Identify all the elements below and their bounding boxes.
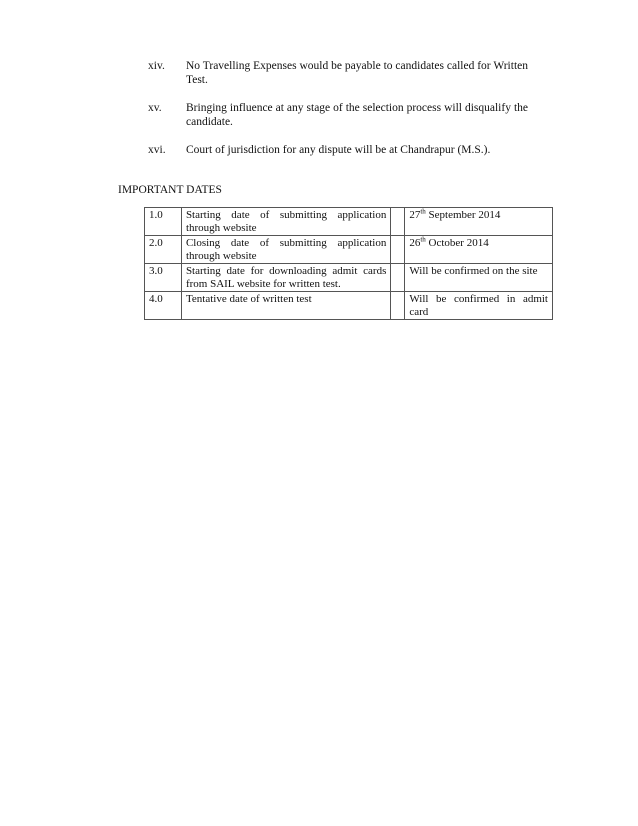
important-dates-heading: IMPORTANT DATES bbox=[118, 184, 222, 196]
row-date bbox=[405, 208, 553, 236]
date-suffix: th bbox=[420, 207, 426, 216]
row-date: Will be confirmed in admit card bbox=[405, 292, 553, 320]
row-number: 3.0 bbox=[145, 264, 182, 292]
clause-text: Court of jurisdiction for any dispute will be at Chandrapur (M.S.). bbox=[186, 144, 491, 156]
spacer-cell bbox=[391, 292, 405, 320]
clause-text: Bringing influence at any stage of the selection process will disqualify the candidate. bbox=[186, 102, 528, 128]
row-date: Will be confirmed on the site bbox=[405, 264, 553, 292]
row-description: Closing date of submitting application through website bbox=[181, 236, 390, 264]
spacer-cell bbox=[391, 236, 405, 264]
row-number: 2.0 bbox=[145, 236, 182, 264]
date-rest: September 2014 bbox=[425, 209, 501, 221]
date-day: 26 bbox=[409, 237, 421, 249]
date-day: 27 bbox=[409, 209, 421, 221]
table-row bbox=[145, 236, 553, 264]
spacer-cell bbox=[391, 264, 405, 292]
row-description: Starting date for downloading admit cards from SAIL website for written test. bbox=[181, 264, 390, 292]
clause-text: No Travelling Expenses would be payable to candidates called for Written Test. bbox=[186, 60, 528, 86]
clause-number: xiv. bbox=[148, 60, 165, 72]
clause-number: xv. bbox=[148, 102, 162, 114]
table-row bbox=[145, 292, 553, 320]
row-number: 4.0 bbox=[145, 292, 182, 320]
clause-number: xvi. bbox=[148, 144, 166, 156]
date-suffix: th bbox=[420, 235, 426, 244]
row-date bbox=[405, 236, 553, 264]
row-number: 1.0 bbox=[145, 208, 182, 236]
table-row bbox=[145, 264, 553, 292]
row-description: Tentative date of written test bbox=[181, 292, 390, 320]
table-row bbox=[145, 208, 553, 236]
spacer-cell bbox=[391, 208, 405, 236]
important-dates-table bbox=[144, 207, 553, 320]
date-rest: October 2014 bbox=[425, 237, 489, 249]
row-description: Starting date of submitting application through website bbox=[181, 208, 390, 236]
